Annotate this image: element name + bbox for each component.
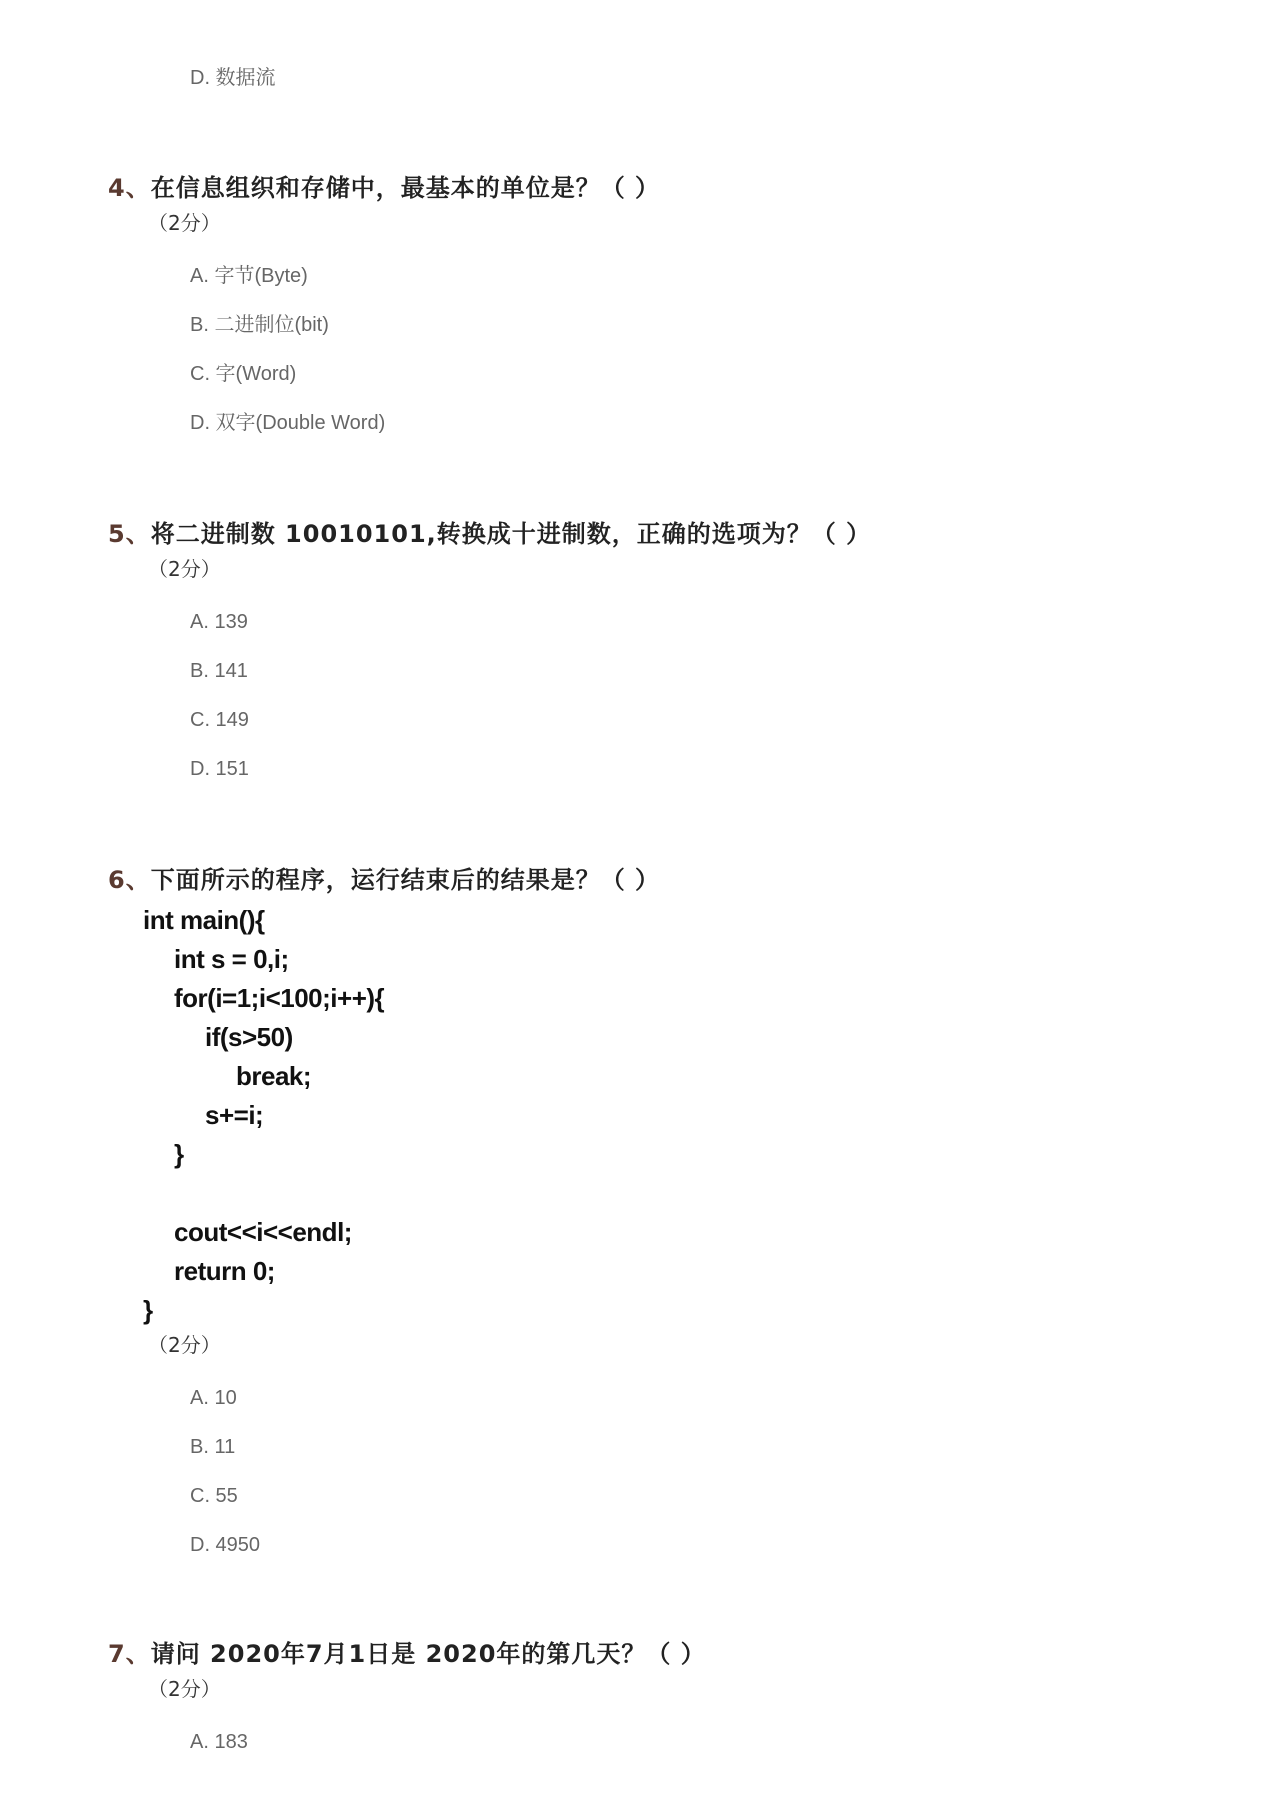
question-6-option-a[interactable]: A. 10 [190,1387,237,1409]
question-7-text: 请问 2020年7月1日是 2020年的第几天？（ ） [150,1640,706,1668]
question-4-option-c[interactable]: C. 字(Word) [190,363,297,385]
code-line: int s = 0,i; [174,944,289,974]
question-6-score: （2分） [148,1333,221,1357]
question-3-option-d[interactable]: D. 数据流 [190,67,276,89]
code-line: int main(){ [143,905,265,935]
code-line: if(s>50) [205,1022,293,1052]
question-6-option-b[interactable]: B. 11 [190,1436,236,1458]
code-line: cout<<i<<endl; [174,1217,352,1247]
question-4-text: 在信息组织和存储中，最基本的单位是？（ ） [150,174,661,202]
question-7-title [108,1642,706,1666]
question-4-option-a[interactable]: A. 字节(Byte) [190,265,308,287]
question-5-option-c[interactable]: C. 149 [190,709,249,731]
code-line: break; [236,1061,312,1091]
code-line: for(i=1;i<100;i++){ [174,983,385,1013]
question-7-option-a[interactable]: A. 183 [190,1731,248,1753]
question-7-score: （2分） [148,1677,221,1701]
question-5-title [108,522,871,546]
question-6-option-d[interactable]: D. 4950 [190,1534,261,1556]
question-5-text: 将二进制数 10010101,转换成十进制数，正确的选项为？（ ） [150,520,872,548]
question-5-score: （2分） [148,557,221,581]
question-6-text: 下面所示的程序，运行结束后的结果是？（ ） [150,866,661,894]
code-line: } [174,1139,184,1169]
question-4-option-b[interactable]: B. 二进制位(bit) [190,314,329,336]
question-4-number: 4、 [108,174,151,202]
question-7-number: 7、 [108,1640,151,1668]
code-line: } [143,1295,153,1325]
question-4-option-d[interactable]: D. 双字(Double Word) [190,412,386,434]
question-6-title [108,868,660,892]
code-line: s+=i; [205,1100,264,1130]
question-6-option-c[interactable]: C. 55 [190,1485,238,1507]
question-6-number: 6、 [108,866,151,894]
question-4-score: （2分） [148,211,221,235]
question-5-option-d[interactable]: D. 151 [190,758,249,780]
question-4-title [108,176,660,200]
question-5-number: 5、 [108,520,151,548]
code-line: return 0; [174,1256,275,1286]
question-5-option-a[interactable]: A. 139 [190,611,248,633]
question-5-option-b[interactable]: B. 141 [190,660,248,682]
